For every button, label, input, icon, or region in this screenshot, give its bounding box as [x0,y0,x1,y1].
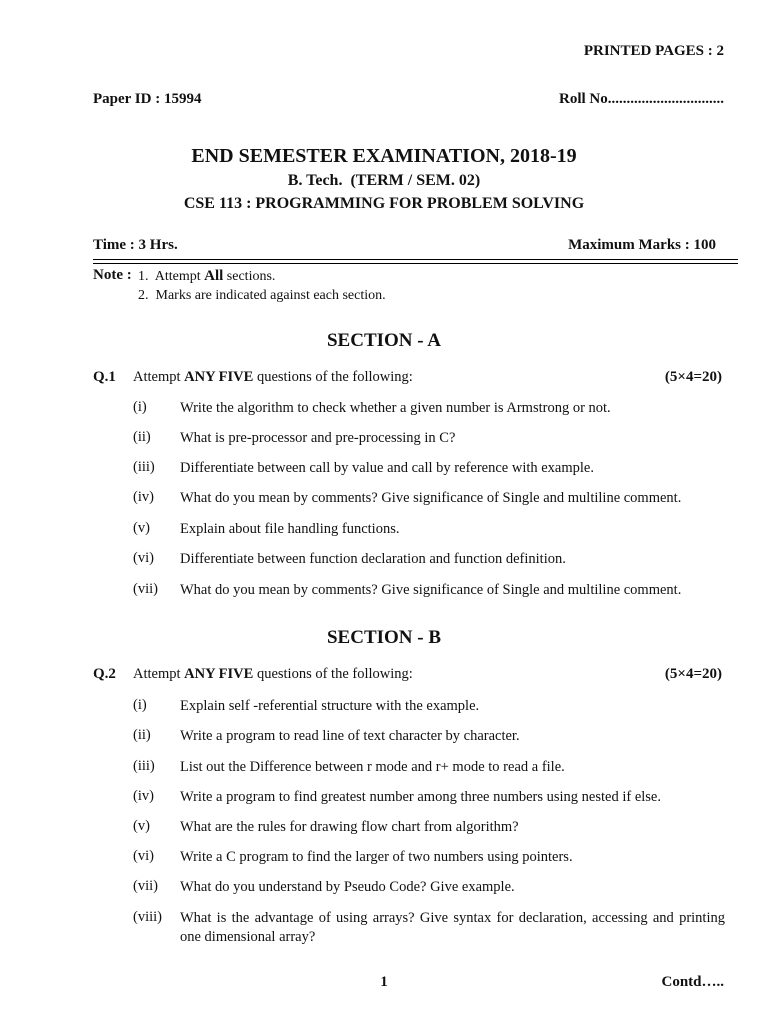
section-a-instr-prefix: Attempt [133,369,185,385]
continued-label: Contd….. [661,974,724,990]
note-item-1-prefix: 1. Attempt [138,269,205,284]
section-b-title: SECTION - B [326,627,442,648]
list-item-num: (ii) [133,429,151,445]
list-item: What do you mean by comments? Give significance of Single and multiline comment. [180,582,682,598]
list-item: List out the Difference between r mode and r+ mode to read a file. [180,759,565,775]
note-label: Note : [93,267,132,283]
section-a-instr-suffix: questions of the following: [253,369,413,385]
section-b-qnum: Q.2 [93,666,116,682]
paper-id: Paper ID : 15994 [93,91,202,107]
note-item-1 [138,268,275,285]
divider-bottom [93,263,738,264]
printed-pages: PRINTED PAGES : 2 [583,43,724,59]
list-item: Explain about file handling functions. [180,521,400,537]
page-number: 1 [380,974,388,990]
list-item: What is the advantage of using arrays? Give syntax for declaration, accessing and printing one dimensional array? [180,910,725,945]
section-b-instr-bold: ANY FIVE [184,666,254,682]
list-item: Write the algorithm to check whether a given number is Armstrong or not. [180,400,611,416]
divider-top [93,259,738,260]
section-b-instruction [133,666,413,683]
list-item-num: (vi) [133,550,154,566]
list-item-num: (vii) [133,878,158,894]
program-line: B. Tech. (TERM / SEM. 02) [287,172,481,189]
list-item-num: (i) [133,697,147,713]
section-a-qnum: Q.1 [93,369,116,385]
course-title: CSE 113 : PROGRAMMING FOR PROBLEM SOLVING [183,195,585,212]
note-item-1-bold: All [204,268,224,284]
section-a-marks: (5×4=20) [664,369,722,385]
section-a-instr-bold: ANY FIVE [184,369,254,385]
section-a-instruction [133,369,413,386]
list-item: Write a program to find greatest number among three numbers using nested if else. [180,789,661,805]
exam-title: END SEMESTER EXAMINATION, 2018-19 [191,145,577,167]
list-item-num: (iii) [133,459,155,475]
list-item-num: (iii) [133,758,155,774]
exam-time: Time : 3 Hrs. [93,237,178,253]
section-b-instr-suffix: questions of the following: [253,666,413,682]
list-item: What is pre-processor and pre-processing in C? [180,430,456,446]
list-item: Explain self -referential structure with the example. [180,698,480,714]
list-item-num: (ii) [133,727,151,743]
list-item-num: (vi) [133,848,154,864]
roll-no: Roll No............................... [559,91,724,107]
note-item-1-suffix: sections. [223,269,276,284]
list-item-num: (v) [133,520,150,536]
section-a-title: SECTION - A [326,330,442,351]
list-item-num: (v) [133,818,150,834]
note-item-2: 2. Marks are indicated against each section. [138,288,386,303]
section-b-instr-prefix: Attempt [133,666,185,682]
list-item-num: (iv) [133,489,154,505]
list-item: What are the rules for drawing flow chart from algorithm? [180,819,519,835]
list-item-num: (iv) [133,788,154,804]
list-item: Differentiate between call by value and call by reference with example. [180,460,594,476]
max-marks: Maximum Marks : 100 [568,237,716,253]
list-item-num: (i) [133,399,147,415]
list-item: What do you understand by Pseudo Code? Give example. [180,879,515,895]
section-b-marks: (5×4=20) [664,666,722,682]
list-item: Differentiate between function declaration and function definition. [180,551,566,567]
list-item-num: (viii) [133,909,162,925]
list-item: What do you mean by comments? Give significance of Single and multiline comment. [180,490,682,506]
list-item: Write a C program to find the larger of two numbers using pointers. [180,849,573,865]
list-item-num: (vii) [133,581,158,597]
list-item: Write a program to read line of text character by character. [180,728,520,744]
